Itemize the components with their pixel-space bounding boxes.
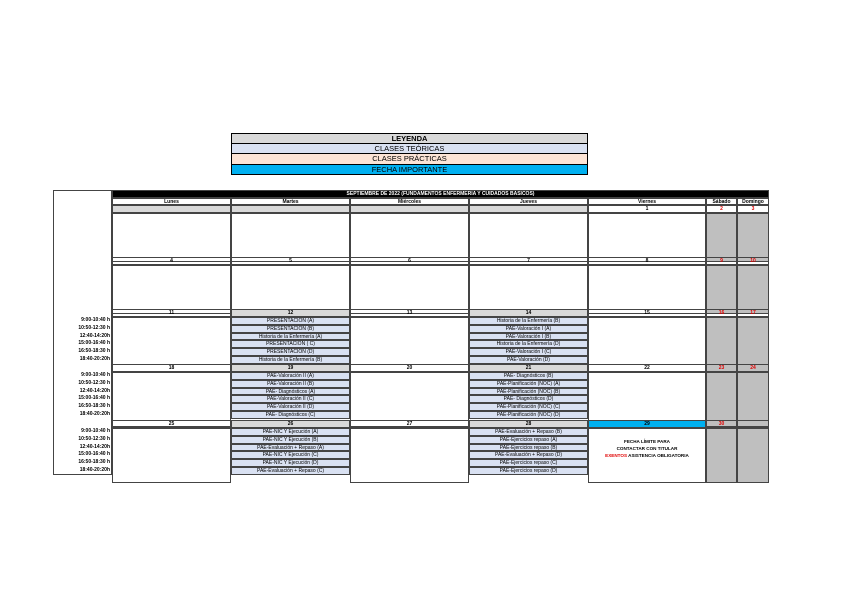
day-number: 27 (350, 420, 469, 428)
class-slot: PAE-Ejercicios repaso (A) (469, 436, 588, 444)
class-slot: PAE-NIC Y Ejecución (B) (231, 436, 350, 444)
class-slot: PAE-Evaluación + Repaso (A) (231, 444, 350, 452)
class-slot: PAE-Ejercicios repaso (C) (469, 459, 588, 467)
day-number: 26 (231, 420, 350, 428)
class-slot: PAE-Valoración II (C) (231, 395, 350, 403)
note-line-2: CONTACTAR CON TITULAR (616, 446, 678, 451)
day-number: 30 (706, 420, 737, 428)
time-slot: 18:40-20:20h (79, 356, 110, 362)
day-body (588, 213, 706, 262)
day-body (112, 428, 231, 483)
day-name: Jueves (469, 198, 588, 205)
day-body (350, 372, 469, 427)
time-slot: 12:40-14:20h (79, 332, 110, 339)
day-body (469, 213, 588, 262)
time-slot: 15:00-16:40 h (78, 451, 110, 458)
time-slot: 10:50-12:30 h (78, 435, 110, 442)
time-slot: 18:40-20:20h (79, 411, 110, 417)
day-body (706, 372, 737, 427)
legend-teoricas: CLASES TEÓRICAS (231, 144, 588, 155)
day-name: Sábado (706, 198, 737, 205)
day-number: 18 (112, 364, 231, 372)
day-number (231, 205, 350, 213)
legend-importante: FECHA IMPORTANTE (231, 165, 588, 176)
time-slot: 9:00-10:40 h (81, 428, 110, 434)
day-body (706, 265, 737, 314)
legend-practicas: CLASES PRÁCTICAS (231, 154, 588, 165)
class-slot: PRESENTACIÓN (D) (231, 348, 350, 356)
note-rest: ASISTENCIA OBLIGATORIA (627, 453, 689, 458)
day-number: 2 (706, 205, 737, 213)
day-body (588, 372, 706, 427)
day-number: 13 (350, 309, 469, 317)
day-name: Lunes (112, 198, 231, 205)
day-number: 20 (350, 364, 469, 372)
time-slot: 18:40-20:20h (79, 467, 110, 473)
time-slot: 15:00-16:40 h (78, 340, 110, 347)
time-slot: 12:40-14:20h (79, 387, 110, 394)
day-body (737, 372, 769, 427)
class-slot: Historia de la Enfermería (A) (231, 333, 350, 341)
legend (231, 133, 588, 175)
time-slot: 9:00-10:40 h (81, 317, 110, 323)
class-slot: PAE-Valoración II (D) (231, 403, 350, 411)
class-slot: PAE-Planificación (NOC) (B) (469, 388, 588, 396)
class-slot: PAE-Valoración (D) (469, 356, 588, 364)
day-number (737, 420, 769, 428)
day-number (112, 205, 231, 213)
class-slot: PAE-Planificación (NOC) (C) (469, 403, 588, 411)
day-name: Viernes (588, 198, 706, 205)
day-number: 29 (588, 420, 706, 428)
class-slot: PAE-Valoración II (A) (231, 372, 350, 380)
deadline-note (589, 438, 705, 459)
day-body (706, 428, 737, 483)
day-number: 19 (231, 364, 350, 372)
day-number: 24 (737, 364, 769, 372)
class-slot: PAE- Diagnósticos (A) (231, 388, 350, 396)
class-slot: PAE-NIC Y Ejecución (A) (231, 428, 350, 436)
day-number: 25 (112, 420, 231, 428)
day-number: 23 (706, 364, 737, 372)
class-slot: Historia de la Enfermería (B) (469, 317, 588, 325)
time-slot: 16:50-18:30 h (78, 348, 110, 355)
note-exentos: EXENTOS (605, 453, 628, 458)
class-slot: PAE-NIC Y Ejecución (D) (231, 459, 350, 467)
class-slot: PAE- Diagnósticos (D) (469, 395, 588, 403)
class-slot: PAE-Valoración II (B) (231, 380, 350, 388)
day-number: 4 (112, 257, 231, 265)
class-slot: Historia de la Enfermería (B) (231, 356, 350, 364)
class-slot: PAE-Valoración I (C) (469, 348, 588, 356)
day-name: Martes (231, 198, 350, 205)
class-slot: Historia de la Enfermería (D) (469, 340, 588, 348)
legend-title: LEYENDA (231, 133, 588, 144)
day-number: 1 (588, 205, 706, 213)
class-slot: PAE-Evaluación + Repaso (B) (469, 428, 588, 436)
day-number: 15 (588, 309, 706, 317)
class-slot: PAE- Diagnósticos (C) (231, 411, 350, 419)
day-name: Miércoles (350, 198, 469, 205)
day-body (231, 213, 350, 262)
time-slot: 10:50-12:30 h (78, 379, 110, 386)
time-slot: 16:50-18:30 h (78, 459, 110, 466)
day-body (112, 213, 231, 262)
day-number: 14 (469, 309, 588, 317)
time-slot: 12:40-14:20h (79, 443, 110, 450)
day-number: 22 (588, 364, 706, 372)
time-slot: 15:00-16:40 h (78, 395, 110, 402)
day-body (588, 265, 706, 314)
class-slot: PAE-Ejercicios repaso (B) (469, 444, 588, 452)
day-body (737, 265, 769, 314)
class-slot: PRESENTACIÓN (B) (231, 325, 350, 333)
class-slot: PAE-Evaluación + Repaso (C) (231, 467, 350, 475)
day-body (112, 372, 231, 427)
day-number: 9 (706, 257, 737, 265)
day-number: 21 (469, 364, 588, 372)
time-slot: 9:00-10:40 h (81, 372, 110, 378)
day-name: Domingo (737, 198, 769, 205)
day-body (469, 265, 588, 314)
day-body (112, 265, 231, 314)
class-slot: PAE-Valoración I (B) (469, 333, 588, 341)
time-slot: 10:50-12:30 h (78, 324, 110, 331)
day-number (469, 205, 588, 213)
day-body (350, 265, 469, 314)
day-body (706, 213, 737, 262)
day-number: 3 (737, 205, 769, 213)
class-slot: PAE-Valoración I (A) (469, 325, 588, 333)
class-slot: PAE-NIC Y Ejecución (C) (231, 451, 350, 459)
day-number: 7 (469, 257, 588, 265)
day-number: 5 (231, 257, 350, 265)
class-slot: PAE-Evaluación + Repaso (D) (469, 451, 588, 459)
day-body (737, 428, 769, 483)
day-number: 16 (706, 309, 737, 317)
class-slot: PRESENTACIÓN (A) (231, 317, 350, 325)
day-number: 11 (112, 309, 231, 317)
day-number: 8 (588, 257, 706, 265)
day-number: 28 (469, 420, 588, 428)
class-slot: PAE-Ejercicios repaso (D) (469, 467, 588, 475)
note-line-1: FECHA LÍMITE PARA (624, 439, 670, 444)
day-number (350, 205, 469, 213)
day-body (231, 265, 350, 314)
day-number: 17 (737, 309, 769, 317)
time-slot: 16:50-18:30 h (78, 403, 110, 410)
day-number: 10 (737, 257, 769, 265)
class-slot: PRESENTACIÓN ( C) (231, 340, 350, 348)
day-body (350, 428, 469, 483)
class-slot: PAE-Planificación (NOC) (D) (469, 411, 588, 419)
day-body (737, 213, 769, 262)
class-slot: PAE- Diagnósticos (B) (469, 372, 588, 380)
day-body (350, 213, 469, 262)
day-number: 6 (350, 257, 469, 265)
day-number: 12 (231, 309, 350, 317)
calendar-header: SEPTIEMBRE DE 2022 (FUNDAMENTOS ENFERMERÍA Y CUIDADOS BÁSICOS) (112, 190, 769, 198)
note-line-3 (589, 452, 705, 459)
class-slot: PAE-Planificación (NOC) (A) (469, 380, 588, 388)
